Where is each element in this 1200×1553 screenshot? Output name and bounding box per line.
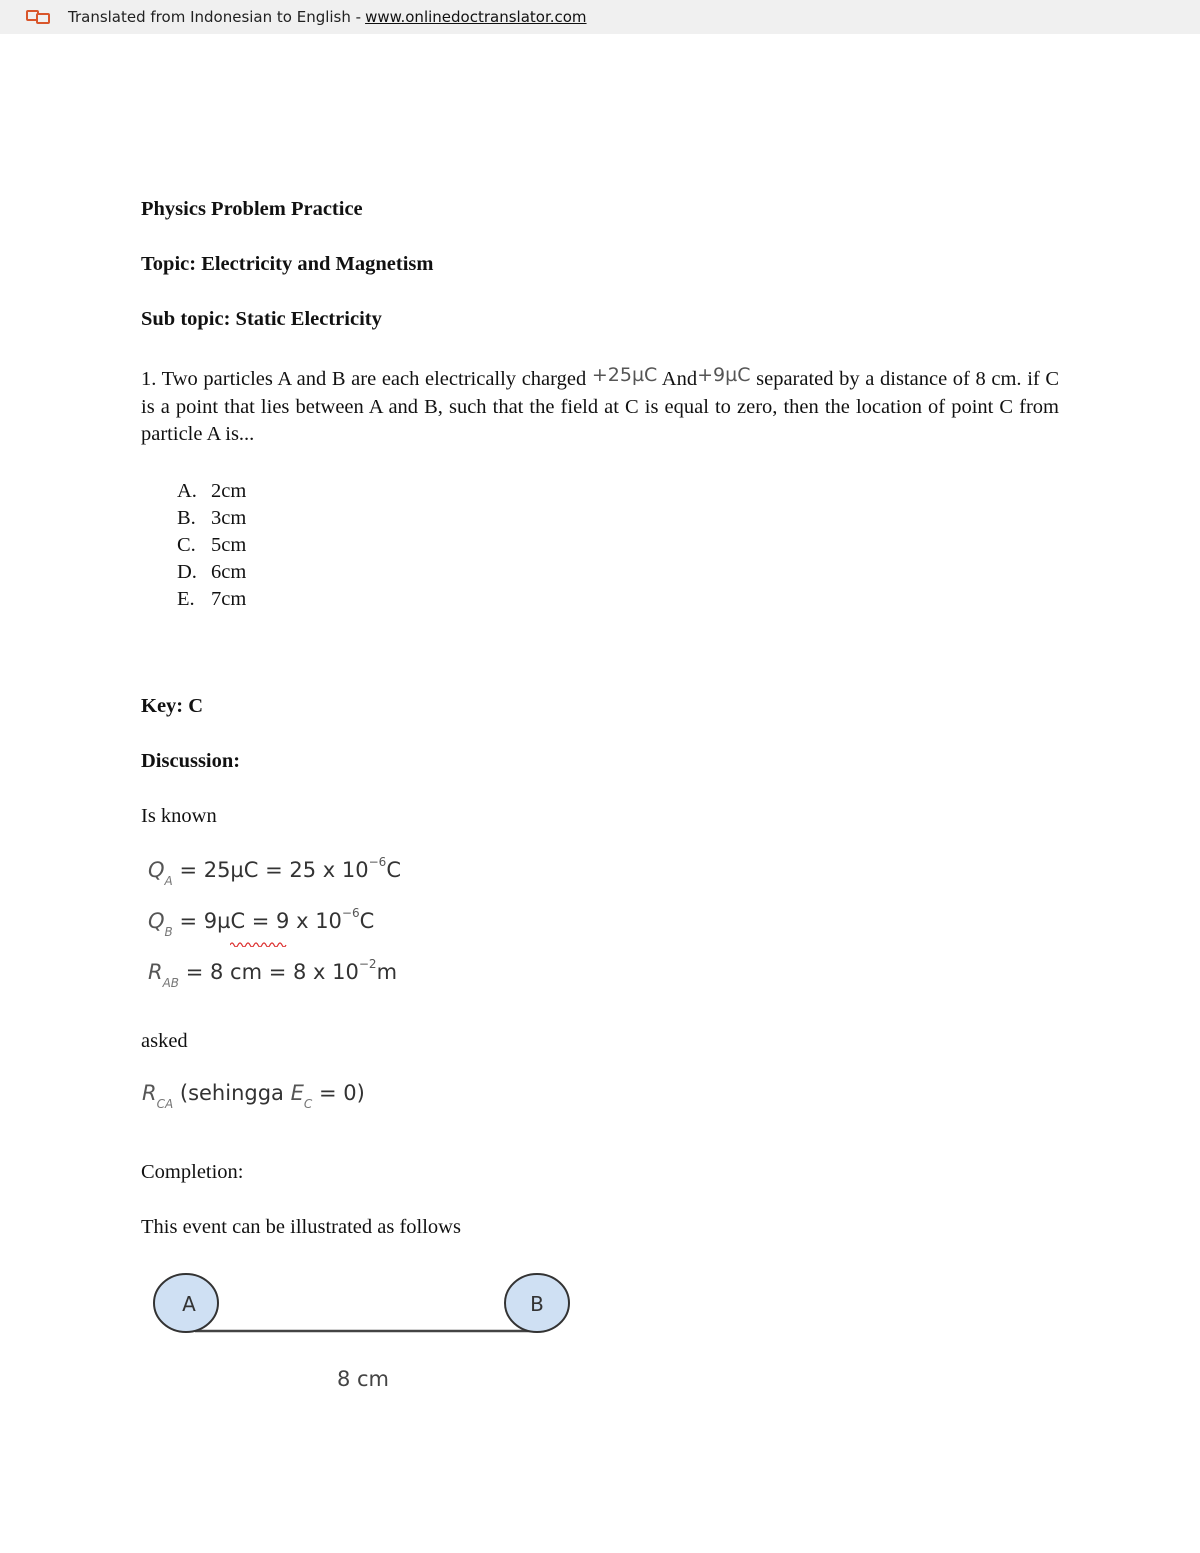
option-b: B. 3cm (177, 507, 247, 529)
option-d: D. 6cm (177, 561, 247, 583)
translator-logo-icon (24, 7, 54, 27)
question-1 (141, 366, 1059, 449)
spellcheck-squiggle (230, 941, 288, 947)
option-e: E. 7cm (177, 588, 247, 610)
completion-label: Completion: (141, 1161, 244, 1183)
question-text-3: separated by a distance of 8 cm. if C is a point that lies between A and B, such that the field at C is equal to zero, then the location of point C from particle A is... (141, 368, 1060, 445)
question-text-2: And (661, 368, 698, 390)
formula-qa: $Q_A = 25\mu C = 25$ x $10^{-6}C$ (148, 855, 401, 888)
particle-a-label: A (182, 1292, 196, 1316)
translator-link[interactable]: www.onlinedoctranslator.com (365, 8, 587, 26)
question-text-1: 1. Two particles A and B are each electrically charged (141, 368, 587, 390)
discussion-heading: Discussion: (141, 750, 241, 772)
asked-label: asked (141, 1030, 188, 1052)
formula-qb: $Q_B = 9\mu C = 9$ x $10^{-6}C$ (148, 906, 375, 939)
banner-text: Translated from Indonesian to English - (68, 8, 362, 26)
formula-asked: $R_{CA}$ (sehingga $E_C = 0$) (142, 1081, 365, 1111)
option-a: A. 2cm (177, 480, 247, 502)
doc-subtopic: Sub topic: Static Electricity (141, 308, 382, 330)
answer-options (177, 478, 246, 613)
distance-label: 8 cm (336, 1367, 390, 1391)
answer-key: Key: C (141, 695, 204, 717)
known-label: Is known (141, 805, 217, 827)
doc-title: Physics Problem Practice (141, 198, 363, 220)
formula-rab: $R_{AB} = 8$ cm = 8 x $10^{-2}m$ (148, 957, 398, 990)
doc-topic: Topic: Electricity and Magnetism (141, 253, 434, 275)
translation-banner (0, 0, 1200, 34)
particle-diagram (145, 1265, 585, 1395)
particle-b-label: B (530, 1292, 544, 1316)
option-c: C. 5cm (177, 534, 247, 556)
illustration-text: This event can be illustrated as follows (141, 1216, 461, 1238)
charge-b: +9µC (697, 364, 751, 386)
charge-a: +25µC (591, 364, 658, 386)
